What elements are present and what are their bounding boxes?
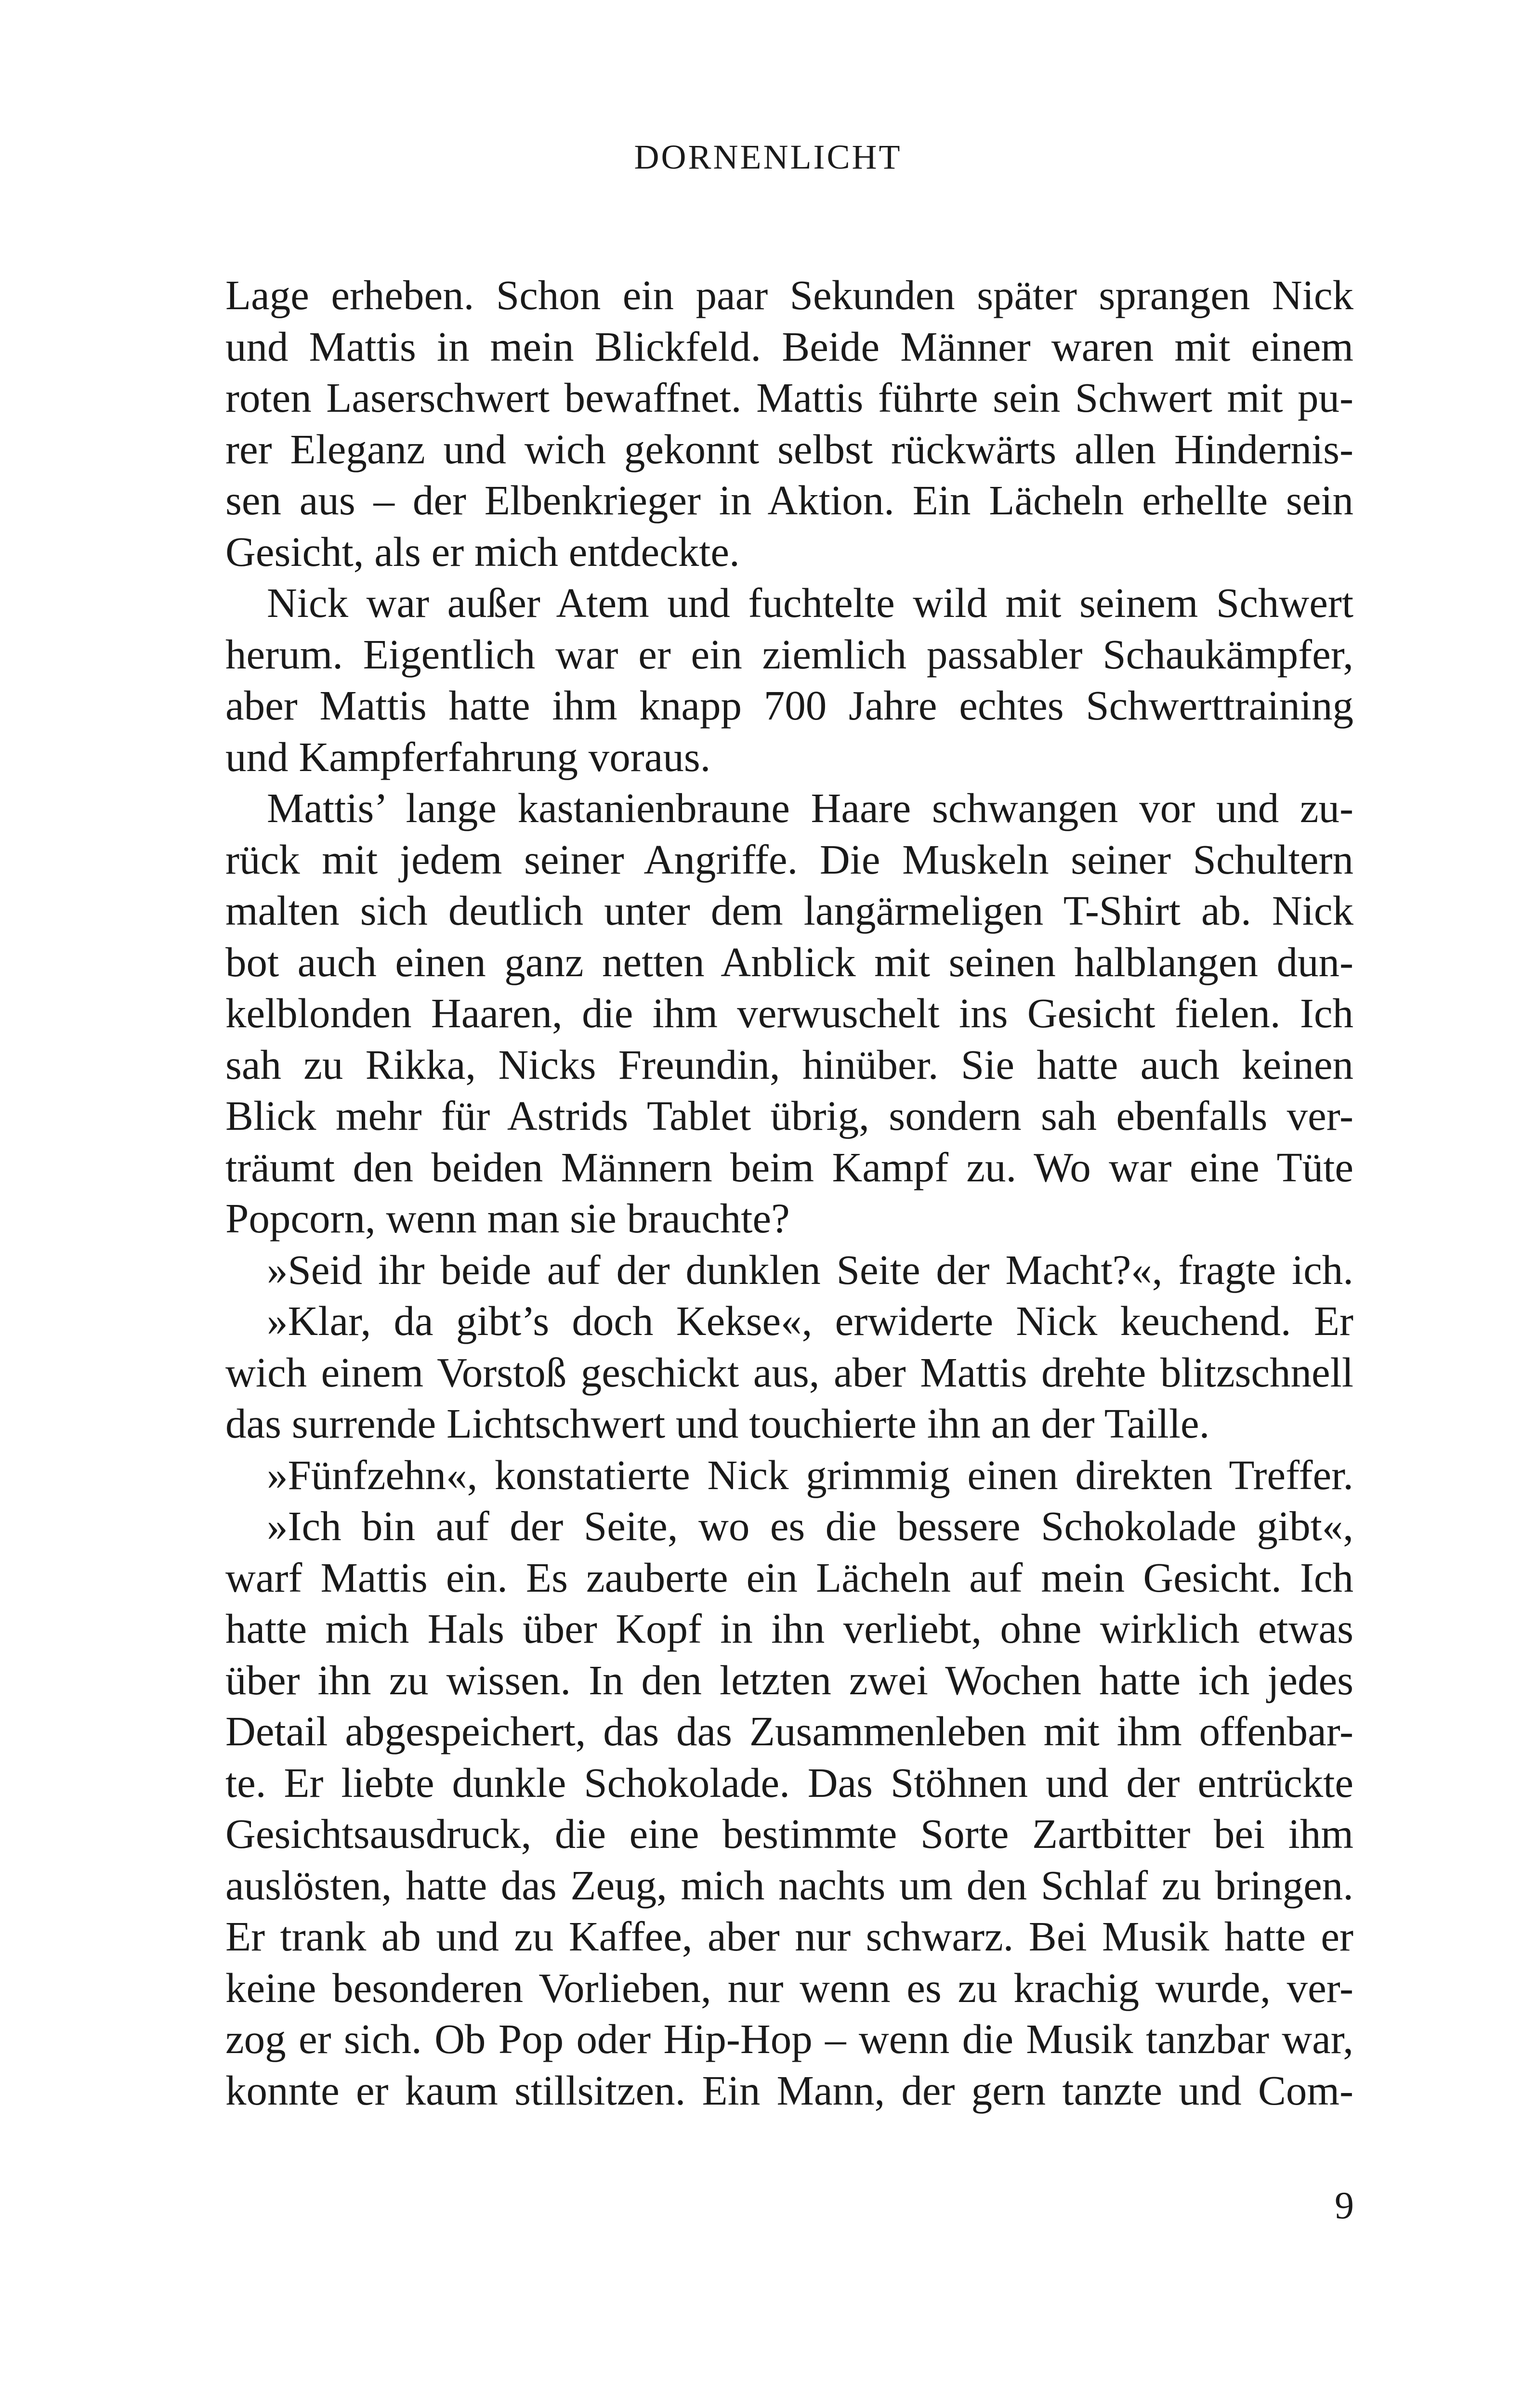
text-line: »Ich bin auf der Seite, wo es die bessere Schokolade gibt«, xyxy=(267,1503,1353,1549)
text-line: »Klar, da gibt’s doch Kekse«, erwiderte Nick keuchend. Er xyxy=(267,1297,1353,1344)
text-line: »Fünfzehn«, konstatierte Nick grimmig einen direkten Treffer. xyxy=(267,1451,1353,1498)
text-line: rer Eleganz und wich gekonnt selbst rückwärts allen Hindernis- xyxy=(225,425,1353,472)
text-line: sen aus – der Elbenkrieger in Aktion. Ein Lächeln erhellte sein xyxy=(225,477,1353,523)
text-line: rück mit jedem seiner Angriffe. Die Muskeln seiner Schultern xyxy=(225,836,1353,883)
text-line: Er trank ab und zu Kaffee, aber nur schwarz. Bei Musik hatte er xyxy=(225,1913,1353,1960)
text-line: Gesicht, als er mich entdeckte. xyxy=(225,528,740,575)
text-line: keine besonderen Vorlieben, nur wenn es zu krachig wurde, ver- xyxy=(225,1964,1353,2011)
text-line: Mattis’ lange kastanienbraune Haare schwangen vor und zu- xyxy=(267,785,1353,831)
text-line: das surrende Lichtschwert und touchierte ihn an der Taille. xyxy=(225,1400,1210,1447)
text-line: Lage erheben. Schon ein paar Sekunden später sprangen Nick xyxy=(225,272,1353,318)
text-line: konnte er kaum stillsitzen. Ein Mann, der gern tanzte und Com- xyxy=(225,2067,1353,2114)
text-line: träumt den beiden Männern beim Kampf zu. Wo war eine Tüte xyxy=(225,1143,1353,1191)
text-line: kelblonden Haaren, die ihm verwuschelt ins Gesicht fielen. Ich xyxy=(225,990,1353,1036)
text-line: sah zu Rikka, Nicks Freundin, hinüber. Sie hatte auch keinen xyxy=(225,1041,1353,1088)
running-head: DORNENLICHT xyxy=(634,138,902,176)
text-line: zog er sich. Ob Pop oder Hip-Hop – wenn die Musik tanzbar war, xyxy=(225,2015,1353,2062)
text-line: und Mattis in mein Blickfeld. Beide Männer waren mit einem xyxy=(225,323,1353,370)
text-line: te. Er liebte dunkle Schokolade. Das Stöhnen und der entrückte xyxy=(225,1759,1353,1806)
text-line: warf Mattis ein. Es zauberte ein Lächeln auf mein Gesicht. Ich xyxy=(225,1554,1353,1601)
text-line: wich einem Vorstoß geschickt aus, aber Mattis drehte blitzschnell xyxy=(225,1348,1353,1396)
text-line: über ihn zu wissen. In den letzten zwei Wochen hatte ich jedes xyxy=(225,1656,1353,1703)
page-number: 9 xyxy=(1335,2185,1354,2227)
text-line: und Kampferfahrung voraus. xyxy=(225,733,711,780)
text-line: aber Mattis hatte ihm knapp 700 Jahre echtes Schwerttraining xyxy=(225,682,1353,729)
text-line: »Seid ihr beide auf der dunklen Seite der Macht?«, fragte ich. xyxy=(267,1246,1353,1293)
text-line: Gesichtsausdruck, die eine bestimmte Sorte Zartbitter bei ihm xyxy=(225,1810,1353,1857)
text-line: malten sich deutlich unter dem langärmeligen T-Shirt ab. Nick xyxy=(225,887,1353,934)
text-line: herum. Eigentlich war er ein ziemlich passabler Schaukämpfer, xyxy=(225,630,1353,678)
text-line: bot auch einen ganz netten Anblick mit seinen halblangen dun- xyxy=(225,938,1353,985)
text-line: Blick mehr für Astrids Tablet übrig, sondern sah ebenfalls ver- xyxy=(225,1092,1353,1139)
text-line: hatte mich Hals über Kopf in ihn verliebt, ohne wirklich etwas xyxy=(225,1605,1353,1652)
text-line: auslösten, hatte das Zeug, mich nachts um den Schlaf zu bringen. xyxy=(225,1861,1353,1909)
text-line: roten Laserschwert bewaffnet. Mattis führte sein Schwert mit pu- xyxy=(225,374,1353,421)
text-line: Popcorn, wenn man sie brauchte? xyxy=(225,1195,790,1242)
text-line: Nick war außer Atem und fuchtelte wild mit seinem Schwert xyxy=(267,579,1353,626)
body-text xyxy=(225,270,1353,2116)
text-line: Detail abgespeichert, das das Zusammenleben mit ihm offenbar- xyxy=(225,1708,1353,1754)
